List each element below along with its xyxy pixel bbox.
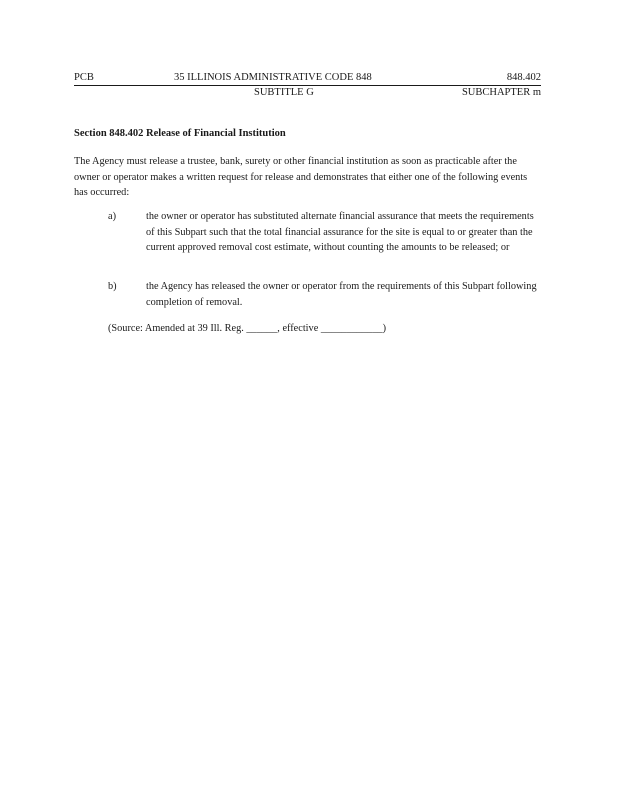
- list-item-text: the Agency has released the owner or operator from the requirements of this Subpart following completion of removal.: [146, 281, 537, 308]
- list-item-text: the owner or operator has substituted alternate financial assurance that meets the requirements of this Subpart such that the total financial assurance for the site is equal to or greater than the current approved removal cost estimate, without counting the amounts to be released; or: [146, 211, 534, 253]
- list-item-label: a): [108, 211, 116, 222]
- list-item-label: b): [108, 281, 117, 292]
- header-subtitle: SUBTITLE G: [254, 87, 314, 98]
- list-item: [108, 279, 542, 310]
- header-code-title: 35 ILLINOIS ADMINISTRATIVE CODE 848: [174, 72, 372, 83]
- list-item: [108, 209, 542, 256]
- source-note: (Source: Amended at 39 Ill. Reg. ______, effective ____________): [108, 323, 387, 334]
- intro-paragraph: The Agency must release a trustee, bank, surety or other financial institution as soon as practicable after the owner or operator makes a written request for release and demonstrates that either one of the following events has occurred:: [74, 156, 528, 198]
- running-subheader: [74, 86, 541, 100]
- running-header: [74, 71, 541, 86]
- header-subchapter: SUBCHAPTER m: [461, 87, 541, 98]
- header-agency: PCB: [74, 72, 94, 83]
- header-section-number: 848.402: [506, 72, 541, 83]
- section-heading: Section 848.402 Release of Financial Institution: [74, 128, 286, 139]
